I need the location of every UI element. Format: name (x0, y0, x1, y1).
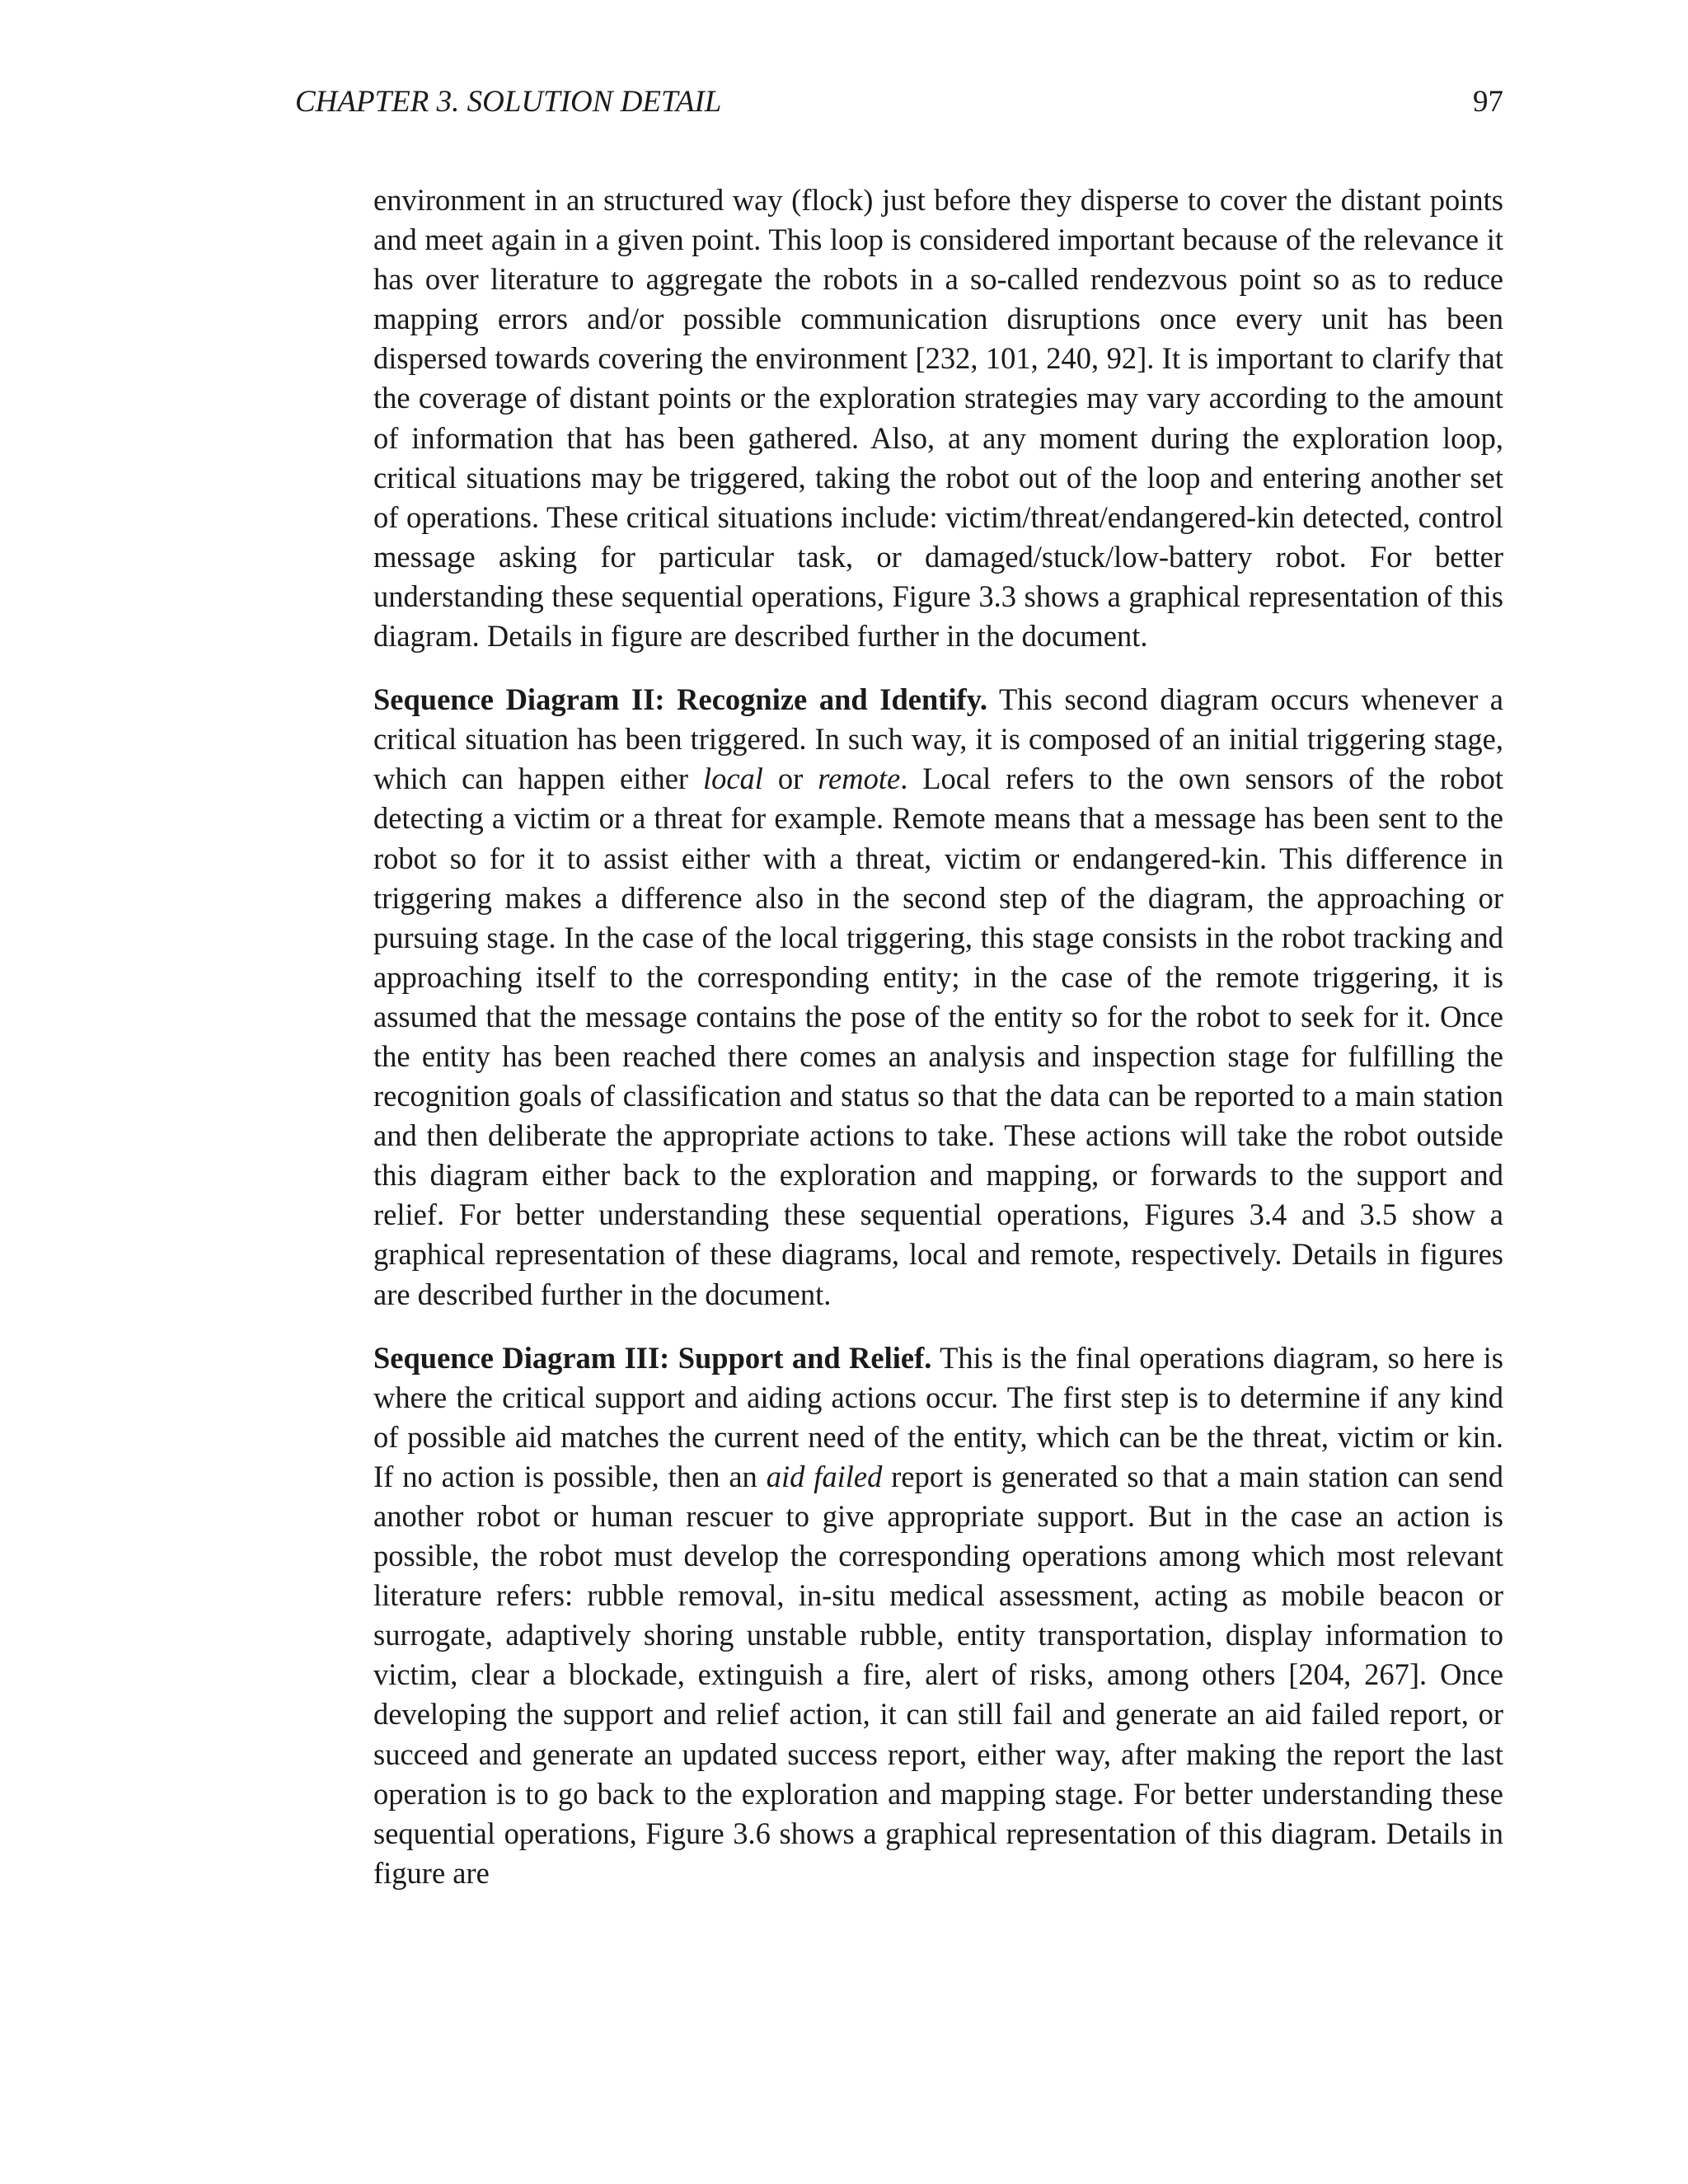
paragraph-sequence-diagram-ii (373, 680, 1503, 1315)
paragraph-text: This second diagram occurs whenever a critical situation has been triggered. In such way, it is composed of an initial triggering stage, which can happen either (373, 682, 1504, 796)
emphasis-local: local (702, 762, 763, 796)
paragraph-text: report is generated so that a main station can send another robot or human rescuer to give appropriate support. But in the case an action is possible, the robot must develop the corresponding operations among which most relevant literature refers: rubble removal, in-situ medical assessment, acting as mobile beacon or surrogate, adaptively shoring unstable rubble, entity transportation, display information to victim, clear a blockade, extinguish a fire, alert of risks, among others [204, 267]. Once developing the support and relief action, it can still fail and generate an aid failed report, or succeed and generate an updated success report, either way, after making the report the last operation is to go back to the exploration and mapping stage. For better understanding these sequential operations, Figure 3.6 shows a graphical representation of this diagram. Details in figure are (373, 1459, 1503, 1890)
paragraph-text: environment in an structured way (flock) just before they disperse to cover the distant points and meet again in a given point. This loop is considered important because of the relevance it has over literature to aggregate the robots in a so-called rendezvous point so as to reduce mapping errors and/or possible communication disruptions once every unit has been dispersed towards covering the environment [232, 101, 240, 92]. It is important to clarify that the coverage of distant points or the exploration strategies may vary according to the amount of information that has been gathered. Also, at any moment during the exploration loop, critical situations may be triggered, taking the robot out of the loop and entering another set of operations. These critical situations include: victim/threat/endangered-kin detected, control message asking for particular task, or damaged/stuck/low-battery robot. For better understanding these sequential operations, Figure 3.3 shows a graphical representation of this diagram. Details in figure are described further in the document. (373, 183, 1503, 654)
paragraph-sequence-diagram-iii (373, 1338, 1503, 1893)
paragraph-text: . Local refers to the own sensors of the robot detecting a victim or a threat for example. Remote means that a message has been sent to the robot so for it to assist either with a threat, victim or endangered-kin. This difference in triggering makes a difference also in the second step of the diagram, the approaching or pursuing stage. In the case of the local triggering, this stage consists in the robot tracking and approaching itself to the corresponding entity; in the case of the remote triggering, it is assumed that the message contains the pose of the entity so for the robot to seek for it. Once the entity has been reached there comes an analysis and inspection stage for fulfilling the recognition goals of classification and status so that the data can be reported to a main station and then deliberate the appropriate actions to take. These actions will take the robot outside this diagram either back to the exploration and mapping, or forwards to the support and relief. For better understanding these sequential operations, Figures 3.4 and 3.5 show a graphical representation of these diagrams, local and remote, respectively. Details in figures are described further in the document. (373, 762, 1504, 1311)
chapter-title: CHAPTER 3. SOLUTION DETAIL (295, 85, 722, 119)
running-header (295, 79, 1503, 125)
section-run-in-heading: Sequence Diagram III: Support and Relief. (373, 1340, 932, 1375)
emphasis-aid-failed: aid failed (766, 1459, 883, 1493)
page-number: 97 (1473, 85, 1503, 119)
emphasis-remote: remote (818, 762, 901, 796)
body-text (373, 180, 1503, 1893)
paragraph-text: or (762, 762, 818, 796)
section-run-in-heading: Sequence Diagram II: Recognize and Identify. (373, 682, 988, 717)
paragraph-exploration-loop (373, 180, 1503, 656)
paragraph-text: This is the final operations diagram, so here is where the critical support and aiding actions occur. The first step is to determine if any kind of possible aid matches the current need of the entity, which can be the threat, victim or kin. If no action is possible, then an (373, 1340, 1503, 1493)
